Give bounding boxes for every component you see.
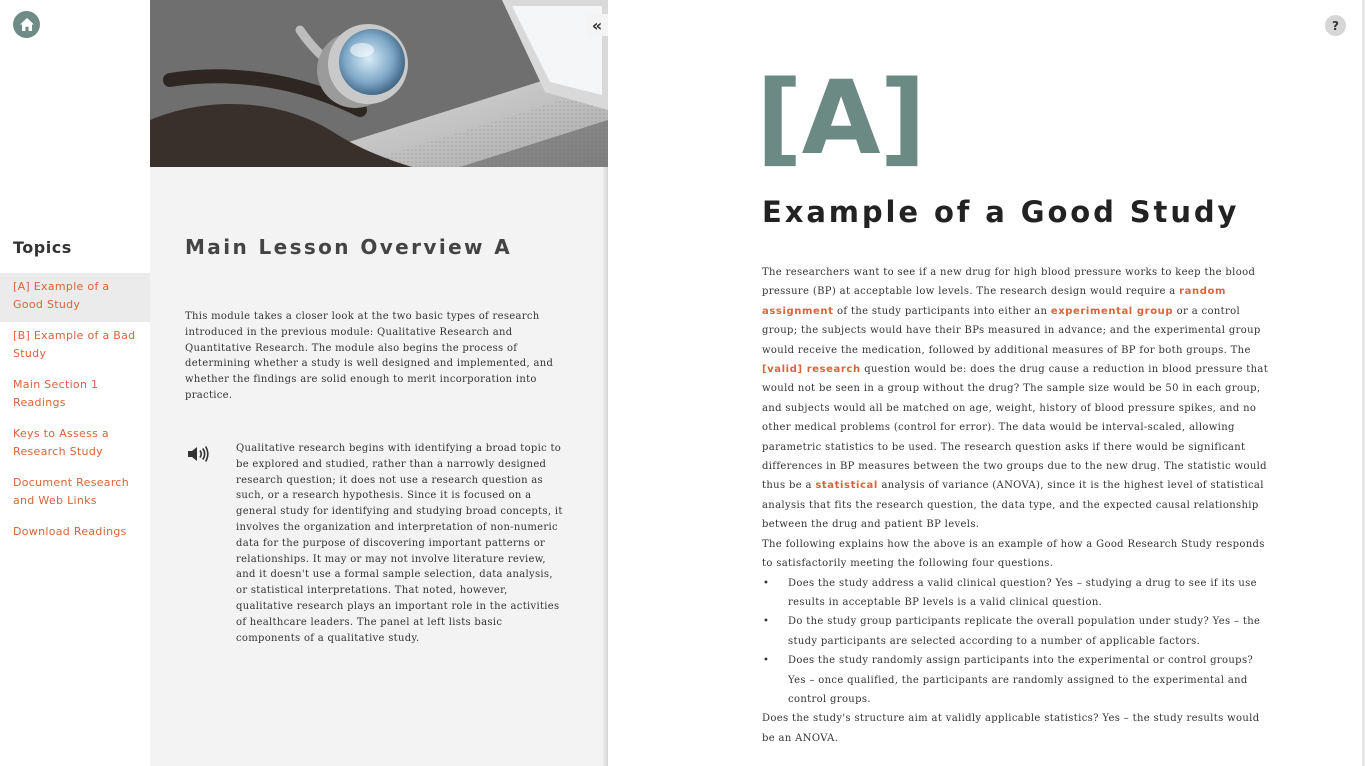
audio-button[interactable] [186,444,210,464]
section-content [762,263,1272,748]
criteria-intro: The following explains how the above is an example of how a Good Research Study responds to satisfactorily meeting the following four questions. [762,538,1265,570]
list-item: • Does the study randomly assign participants into the experimental or control groups? Yes – once qualified, the participants are randomly assigned to the experimental and control groups. [762,651,1272,709]
topics-heading: Topics [13,238,72,257]
sidebar-item-download-readings[interactable]: Download Readings [13,525,127,538]
hero-image [150,0,608,167]
text-run: or a control group; the subjects would have their BPs measured in advance; and the experimental group would receive the medication, followed by additional measures of BP for both groups. The [762,305,1261,356]
text-run: of the study participants into either an [833,305,1051,317]
keyword-experimental-group[interactable]: experimental group [1050,305,1174,317]
text-run: analysis of variance (ANOVA), since it is the highest level of statistical analysis that fits the research question, the data type, and the expected causal relationship between the drug and patient BP levels. [762,480,1264,531]
study-description [762,263,1272,535]
collapse-panel-button[interactable] [586,14,608,36]
text-run: question would be: does the drug cause a reduction in blood pressure that would not be seen in a group without the drug? The sample size would be 50 in each group, and subjects would all be matched on age, weight, history of blood pressure spikes, and no other medical problems (control for error). The data would be interval-scaled, allowing parametric statistics to be used. The research question asks if there would be significant differences in BP measures between the two groups due to the new drug. The statistic would thus be a [762,364,1269,492]
criteria-conclusion: Does the study's structure aim at validly applicable statistics? Yes – the study results would be an ANOVA. [762,713,1260,744]
sidebar-item-keys-assess[interactable]: Keys to Assess a Research Study [13,427,109,458]
section-letter: [A] [756,59,926,178]
sidebar-item-web-links[interactable]: Document Research and Web Links [13,476,130,507]
list-item: • Do the study group participants replicate the overall population under study? Yes – the study participants are selected according to a number of applicable factors. [762,612,1272,651]
home-button[interactable] [13,11,40,38]
help-icon: ? [1332,18,1339,33]
stethoscope-laptop-illustration [150,0,608,167]
speaker-icon [186,444,210,464]
home-icon [19,17,35,32]
panel-divider [602,167,608,766]
sidebar-item-bad-study[interactable]: [B] Example of a Bad Study [13,329,136,360]
sidebar [0,0,150,766]
keyword-statistical[interactable]: statistical [815,480,878,492]
help-button[interactable] [1325,15,1346,36]
lesson-title: Main Lesson Overview A [185,235,513,259]
lesson-panel [150,0,608,766]
section-title: Example of a Good Study [762,195,1240,229]
keyword-valid-research[interactable]: [valid] research [762,364,861,376]
sidebar-item-good-study[interactable]: [A] Example of a Good Study [0,273,150,322]
qualitative-research-text: Qualitative research begins with identifying a broad topic to be explored and studied, rather than a narrowly designed research question; it does not use a research question as such, or a research hypothesis. Since it is focused on a general study for identifying and studying broad concepts, it involves the organization and interpretation of non-numeric data for the purpose of discovering important patterns or relationships. It may or may not involve literature review, and it doesn't use a formal sample selection, data analysis, or statistical interpretations. That noted, however, qualitative research plays an important role in the activities of healthcare leaders. The panel at left lists basic components of a qualitative study. [236,443,563,644]
sidebar-item-main-readings[interactable]: Main Section 1 Readings [13,378,99,409]
text-run: The researchers want to see if a new drug for high blood pressure works to keep the blood pressure (BP) at acceptable low levels. The research design would require a [762,267,1256,298]
topic-list [0,273,150,549]
keyword-random-assignment[interactable]: random assignment [762,286,1226,317]
double-chevron-left-icon: « [591,15,603,35]
list-item: • Does the study address a valid clinical question? Yes – studying a drug to see if its use results in acceptable BP levels is a valid clinical question. [762,574,1272,613]
criteria-list [762,574,1272,710]
lesson-intro: This module takes a closer look at the two basic types of research introduced in the previous module: Qualitative Research and Quantitative Research. The module also begins the process of determining whether a study is well designed and implemented, and whether the findings are solid enough to merit incorporation into practice. [185,311,554,401]
